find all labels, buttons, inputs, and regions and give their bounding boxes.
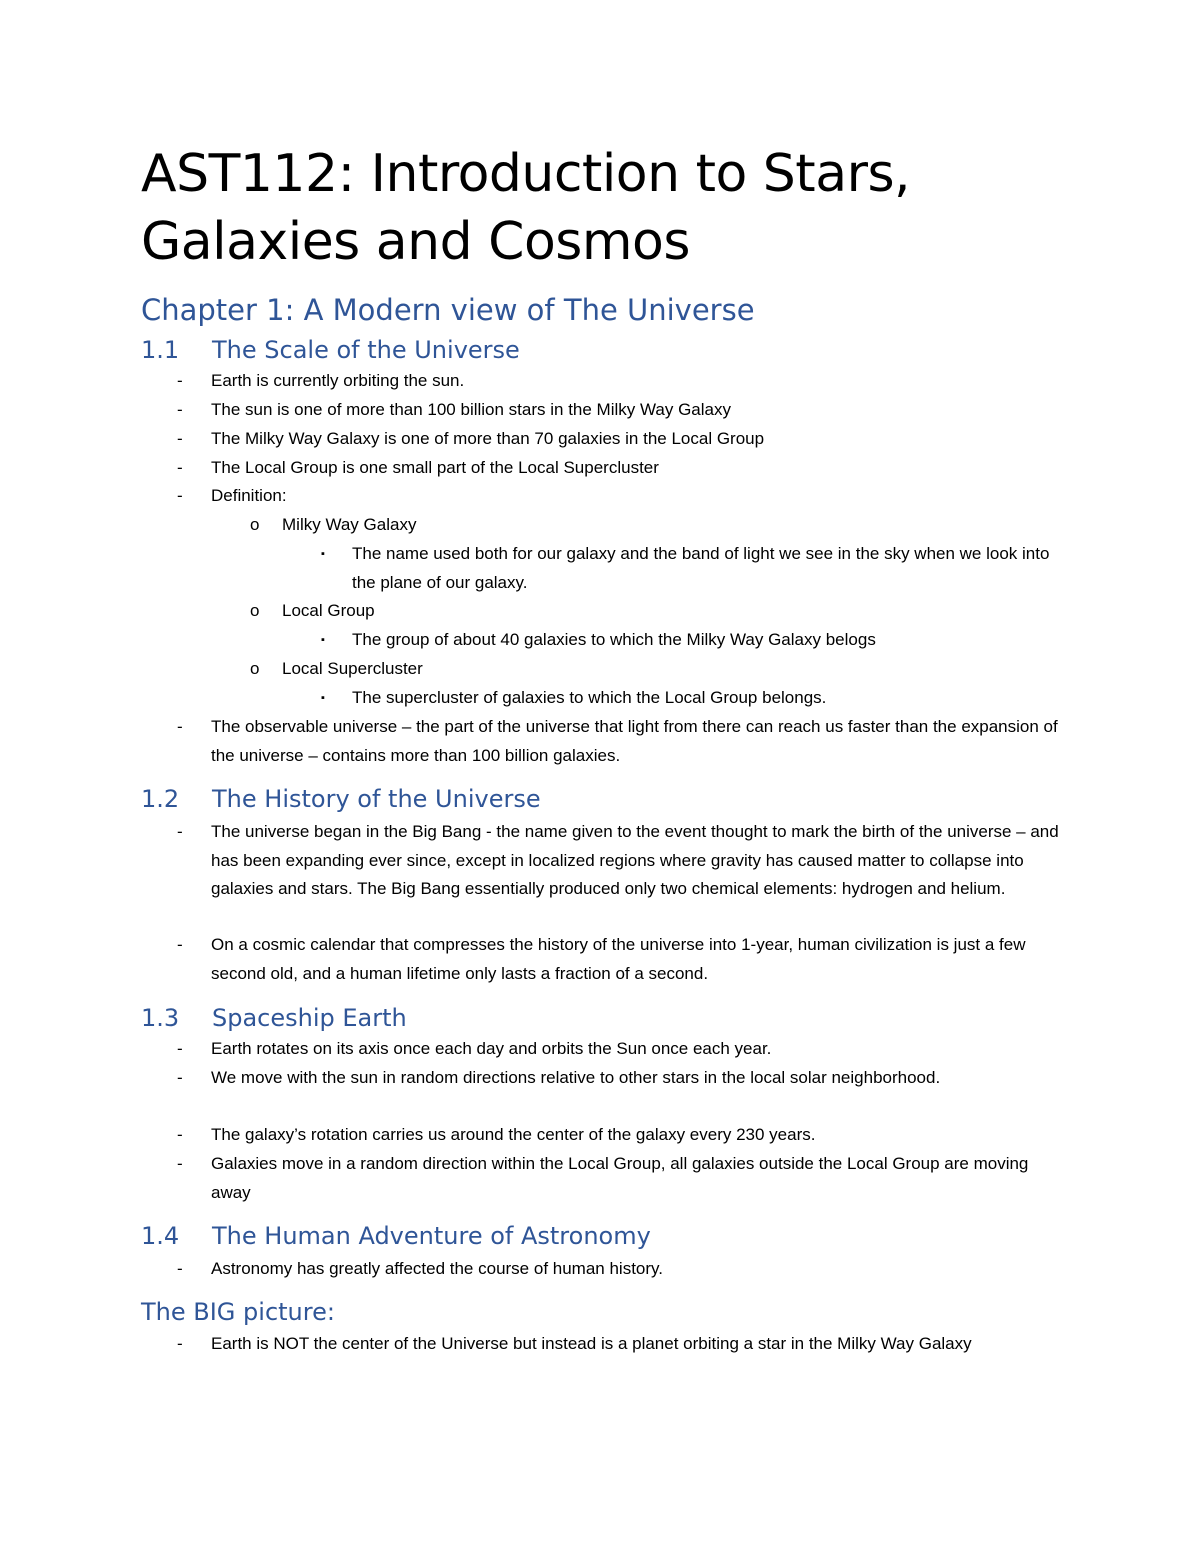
list-item: Definition: xyxy=(211,486,287,505)
square-bullet: ▪ xyxy=(321,634,325,646)
section-number: 1.2 xyxy=(141,785,180,813)
dash-bullet: - xyxy=(177,1039,183,1058)
section-title: The Scale of the Universe xyxy=(212,336,520,364)
dash-bullet: - xyxy=(177,458,183,477)
definition-term: Local Supercluster xyxy=(282,659,423,678)
definition-term: Local Group xyxy=(282,601,375,620)
section-heading-1-2 xyxy=(141,783,541,815)
list-item: The observable universe – the part of the universe that light from there can reach us faster than the expansion of the universe – contains more than 100 billion galaxies. xyxy=(211,717,1058,765)
square-bullet: ▪ xyxy=(321,692,325,704)
chapter-heading: Chapter 1: A Modern view of The Universe xyxy=(141,293,755,327)
dash-bullet: - xyxy=(177,1259,183,1278)
dash-bullet: - xyxy=(177,1125,183,1144)
document-title: AST112: Introduction to Stars, Galaxies and Cosmos xyxy=(141,144,911,272)
dash-bullet: - xyxy=(177,822,183,841)
section-number: 1.3 xyxy=(141,1004,180,1032)
section-title: The History of the Universe xyxy=(212,785,541,813)
list-item: The Milky Way Galaxy is one of more than 70 galaxies in the Local Group xyxy=(211,429,765,448)
list-item: The universe began in the Big Bang - the name given to the event thought to mark the birth of the universe – and has been expanding ever since, except in localized regions where gravity has caused matter to collapse into galaxies and stars. The Big Bang essentially produced only two chemical elements: hydrogen and helium. xyxy=(211,822,1059,899)
section-heading-1-1 xyxy=(141,334,520,366)
circle-bullet: o xyxy=(250,515,260,534)
list-item: The sun is one of more than 100 billion stars in the Milky Way Galaxy xyxy=(211,400,731,419)
list-item: On a cosmic calendar that compresses the history of the universe into 1-year, human civilization is just a few second old, and a human lifetime only lasts a fraction of a second. xyxy=(211,935,1026,983)
list-item: Galaxies move in a random direction within the Local Group, all galaxies outside the Local Group are moving away xyxy=(211,1154,1029,1202)
list-item: We move with the sun in random directions relative to other stars in the local solar neighborhood. xyxy=(211,1068,941,1087)
section-heading-1-4 xyxy=(141,1220,651,1252)
section-title: The Human Adventure of Astronomy xyxy=(212,1222,651,1250)
list-item: Earth rotates on its axis once each day and orbits the Sun once each year. xyxy=(211,1039,772,1058)
list-item: Earth is NOT the center of the Universe but instead is a planet orbiting a star in the Milky Way Galaxy xyxy=(211,1334,972,1353)
big-picture-heading: The BIG picture: xyxy=(141,1298,335,1326)
dash-bullet: - xyxy=(177,371,183,390)
square-bullet: ▪ xyxy=(321,548,325,560)
section-heading-1-3 xyxy=(141,1002,407,1034)
list-item: Earth is currently orbiting the sun. xyxy=(211,371,465,390)
dash-bullet: - xyxy=(177,1154,183,1173)
definition-meaning: The name used both for our galaxy and the band of light we see in the sky when we look into the plane of our galaxy. xyxy=(352,544,1050,592)
list-item: Astronomy has greatly affected the course of human history. xyxy=(211,1259,663,1278)
definition-meaning: The group of about 40 galaxies to which the Milky Way Galaxy belogs xyxy=(352,630,876,649)
list-item: The galaxy’s rotation carries us around the center of the galaxy every 230 years. xyxy=(211,1125,816,1144)
dash-bullet: - xyxy=(177,429,183,448)
circle-bullet: o xyxy=(250,659,260,678)
dash-bullet: - xyxy=(177,1068,183,1087)
section-title: Spaceship Earth xyxy=(212,1004,407,1032)
section-number: 1.1 xyxy=(141,336,180,364)
circle-bullet: o xyxy=(250,601,260,620)
definition-meaning: The supercluster of galaxies to which the Local Group belongs. xyxy=(352,688,827,707)
dash-bullet: - xyxy=(177,935,183,954)
section-number: 1.4 xyxy=(141,1222,180,1250)
dash-bullet: - xyxy=(177,1334,183,1353)
definition-term: Milky Way Galaxy xyxy=(282,515,417,534)
dash-bullet: - xyxy=(177,400,183,419)
dash-bullet: - xyxy=(177,717,183,736)
dash-bullet: - xyxy=(177,486,183,505)
list-item: The Local Group is one small part of the Local Supercluster xyxy=(211,458,659,477)
